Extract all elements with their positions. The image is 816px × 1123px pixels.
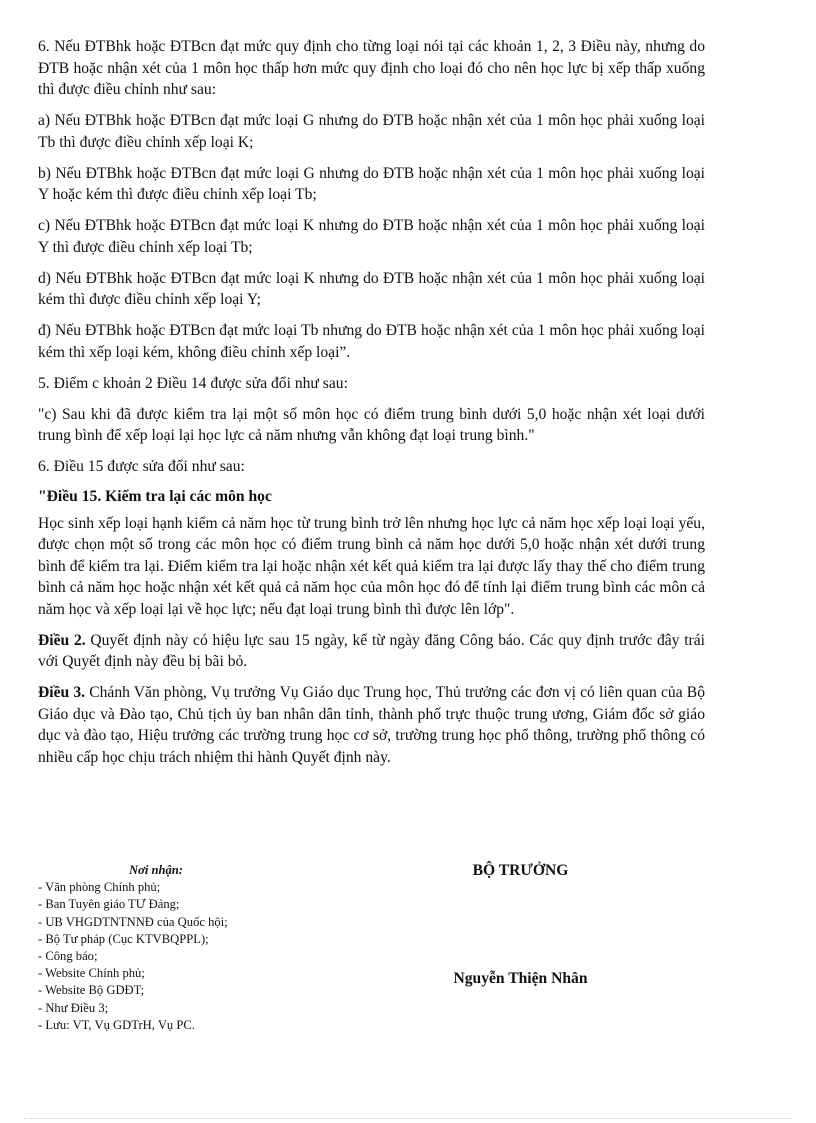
- signer-role: BỘ TRƯỞNG: [472, 862, 569, 879]
- article-2-label: Điều 2.: [38, 631, 86, 649]
- signature-section: [38, 862, 705, 1062]
- recipients-title: Nơi nhận:: [128, 863, 183, 877]
- article-2: [38, 630, 705, 673]
- paragraph-6-adjustment: 6. Nếu ĐTBhk hoặc ĐTBcn đạt mức quy định cho từng loại nói tại các khoản 1, 2, 3 Điều này, nhưng do ĐTB hoặc nhận xét của 1 môn học thấp hơn mức quy định cho loại đó cho nên học lực bị xếp thấp xuống thì được điều chỉnh như sau:: [38, 38, 705, 98]
- recipient-item: - Bộ Tư pháp (Cục KTVBQPPL);: [38, 931, 209, 946]
- recipient-item: - Website Chính phủ;: [38, 966, 145, 981]
- recipient-item: - Lưu: VT, Vụ GDTrH, Vụ PC.: [38, 1017, 195, 1032]
- article-3-label: Điều 3.: [38, 684, 86, 701]
- page-bottom-divider: [24, 1118, 792, 1119]
- article-3-text: Chánh Văn phòng, Vụ trưởng Vụ Giáo dục Trung học, Thủ trưởng các đơn vị có liên quan của Bộ Giáo dục và Đào tạo, Chủ tịch ủy ban nhân dân tỉnh, thành phố trực thuộc trung ương, Giám đốc sở giáo dục và đào tạo, Hiệu trưởng các trường trung học cơ sở, trường trung học phổ thông, trường phổ thông có nhiều cấp học chịu trách nhiệm thi hành Quyết định này.: [38, 684, 705, 766]
- recipient-item: - Ban Tuyên giáo TƯ Đảng;: [38, 897, 180, 912]
- recipient-item: - Công báo;: [38, 949, 98, 964]
- signer-block: [428, 862, 613, 988]
- article-15-body: Học sinh xếp loại hạnh kiểm cả năm học từ trung bình trở lên nhưng học lực cả năm học xếp loại loại yếu, được chọn một số trong các môn học có điểm trung bình cả năm học dưới 5,0 hoặc nhận xét dưới trung bình để kiểm tra lại. Điểm kiểm tra lại hoặc nhận xét kết quả kiểm tra lại được lấy thay thế cho điểm trung bình cả năm học hoặc nhận xét kết quả cả năm học của môn học đó để tính lại điểm trung bình các môn cả năm học và xếp loại lại về học lực; nếu đạt loại trung bình thì được lên lớp".: [38, 514, 705, 618]
- clause-dd: đ) Nếu ĐTBhk hoặc ĐTBcn đạt mức loại Tb nhưng do ĐTB hoặc nhận xét của 1 môn học phải xuống loại kém thì xếp loại kém, không điều chỉnh xếp loại”.: [38, 322, 705, 361]
- recipient-item: - Văn phòng Chính phủ;: [38, 880, 161, 895]
- article-15-heading: "Điều 15. Kiểm tra lại các môn học: [38, 487, 272, 505]
- paragraph-5: 5. Điểm c khoản 2 Điều 14 được sửa đổi như sau:: [38, 374, 348, 392]
- recipients-list: [38, 862, 338, 1034]
- recipient-item: - UB VHGDTNTNNĐ của Quốc hội;: [38, 914, 228, 929]
- article-2-text: Quyết định này có hiệu lực sau 15 ngày, kể từ ngày đăng Công báo. Các quy định trước đây trái với Quyết định này đều bị bãi bỏ.: [38, 631, 705, 670]
- recipient-item: - Website Bộ GDĐT;: [38, 983, 145, 998]
- article-3: [38, 682, 705, 768]
- clause-b: b) Nếu ĐTBhk hoặc ĐTBcn đạt mức loại G nhưng do ĐTB hoặc nhận xét của 1 môn học phải xuống loại Y hoặc kém thì được điều chỉnh xếp loại Tb;: [38, 164, 705, 203]
- paragraph-5-clause-c: "c) Sau khi đã được kiểm tra lại một số môn học có điểm trung bình dưới 5,0 hoặc nhận xét loại dưới trung bình để xếp loại lại học lực cả năm nhưng vẫn không đạt loại trung bình.": [38, 405, 705, 444]
- clause-c: c) Nếu ĐTBhk hoặc ĐTBcn đạt mức loại K nhưng do ĐTB hoặc nhận xét của 1 môn học phải xuống loại Y thì được điều chỉnh xếp loại Tb;: [38, 217, 705, 256]
- clause-a: a) Nếu ĐTBhk hoặc ĐTBcn đạt mức loại G nhưng do ĐTB hoặc nhận xét của 1 môn học phải xuống loại Tb thì được điều chỉnh xếp loại K;: [38, 112, 705, 151]
- signer-name: Nguyễn Thiện Nhân: [453, 970, 588, 987]
- paragraph-6-article-15: 6. Điều 15 được sửa đổi như sau:: [38, 458, 245, 475]
- recipient-item: - Như Điều 3;: [38, 1000, 109, 1015]
- clause-d: d) Nếu ĐTBhk hoặc ĐTBcn đạt mức loại K nhưng do ĐTB hoặc nhận xét của 1 môn học phải xuống loại kém thì được điều chỉnh xếp loại Y;: [38, 269, 705, 308]
- document-body: [38, 36, 705, 778]
